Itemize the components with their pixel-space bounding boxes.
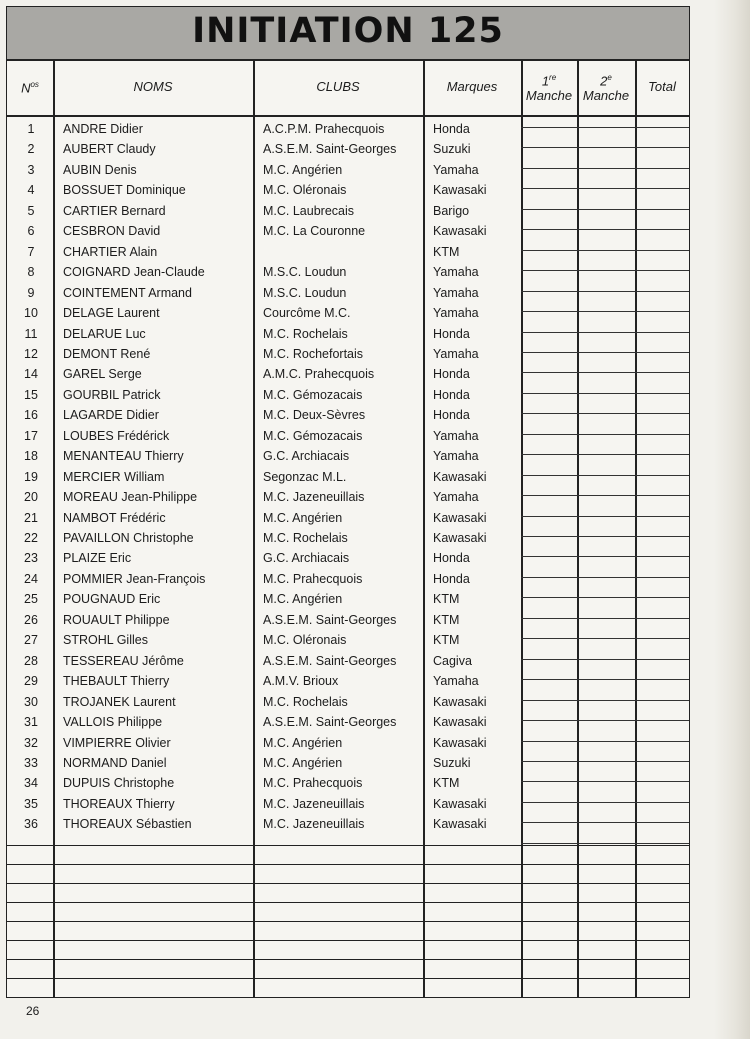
rider-number: 26 (24, 612, 38, 627)
header-marques-label: Marques (446, 79, 498, 94)
rider-brand: Kawasaki (433, 183, 487, 198)
rider-brand: Yamaha (433, 346, 479, 361)
score-row-line (521, 741, 689, 742)
score-row-line (521, 127, 689, 128)
rider-number: 24 (24, 571, 38, 586)
rider-club: M.C. Angérien (263, 592, 343, 607)
rider-number: 36 (24, 817, 38, 832)
rider-name: CHARTIER Alain (63, 244, 158, 259)
rider-number: 8 (27, 265, 35, 280)
rider-name: ROUAULT Philippe (63, 612, 170, 627)
score-row-line (521, 393, 689, 394)
rider-club: G.C. Archiacais (263, 551, 350, 566)
blank-row-line (7, 845, 689, 846)
blank-row-line (7, 883, 689, 884)
header-marques (423, 59, 521, 115)
rider-name: PAVAILLON Christophe (63, 531, 194, 545)
rider-club: M.C. Rochelais (263, 531, 348, 545)
rider-brand: Yamaha (433, 428, 479, 443)
rider-club: A.S.E.M. Saint-Georges (263, 653, 397, 668)
rider-brand: Yamaha (433, 449, 479, 464)
rider-club: M.C. Oléronais (263, 183, 347, 198)
rider-name: THOREAUX Sébastien (63, 817, 192, 832)
rider-number: 25 (24, 592, 38, 607)
rider-name: MOREAU Jean-Philippe (63, 490, 198, 505)
rider-number: 10 (24, 306, 38, 321)
score-row-line (521, 332, 689, 333)
score-row-line (521, 434, 689, 435)
rider-club: M.C. Angérien (263, 162, 343, 177)
rider-number: 7 (27, 244, 35, 259)
rider-number: 22 (24, 531, 38, 545)
rider-club: M.C. Angérien (263, 510, 343, 525)
rider-club: M.C. Angérien (263, 735, 343, 750)
rider-brand: Kawasaki (433, 817, 487, 832)
rider-name: GOURBIL Patrick (63, 387, 161, 402)
score-row-line (521, 597, 689, 598)
rider-brand: Yamaha (433, 162, 479, 177)
score-row-line (521, 209, 689, 210)
rider-name: DELARUE Luc (63, 326, 146, 341)
blank-row-line (7, 921, 689, 922)
rider-name: BOSSUET Dominique (63, 183, 186, 198)
page-number: 26 (26, 1004, 40, 1018)
rider-brand: Kawasaki (433, 510, 487, 525)
rider-number: 14 (24, 367, 38, 382)
score-row-line (521, 495, 689, 496)
rider-name: TROJANEK Laurent (63, 694, 176, 709)
rider-brand: Honda (433, 408, 470, 423)
rider-brand: Kawasaki (433, 715, 487, 730)
rider-number: 28 (24, 653, 38, 668)
rider-number: 33 (24, 755, 38, 770)
column-divider (577, 59, 579, 997)
rider-name: LOUBES Frédérick (63, 428, 170, 443)
rider-brand: KTM (433, 633, 460, 648)
rider-name: THOREAUX Thierry (63, 796, 175, 811)
rider-name: CESBRON David (63, 224, 161, 239)
rider-club: A.S.E.M. Saint-Georges (263, 142, 397, 157)
rider-brand: KTM (433, 592, 460, 607)
header-clubs-label: CLUBS (316, 79, 360, 94)
column-divider (423, 59, 425, 997)
header-nos-label: $N^{os}$ (21, 80, 39, 96)
score-row-line (521, 700, 689, 701)
rider-club: A.M.V. Brioux (263, 674, 339, 689)
score-row-line (521, 516, 689, 517)
rider-brand: Kawasaki (433, 469, 487, 484)
rider-brand: Honda (433, 551, 470, 566)
rider-club: M.C. Rochelais (263, 326, 348, 341)
rider-name: COINTEMENT Armand (63, 285, 192, 300)
score-row-line (521, 659, 689, 660)
score-row-line (521, 802, 689, 803)
rider-number: 20 (24, 490, 38, 505)
rider-brand: Yamaha (433, 285, 479, 300)
rider-number: 11 (24, 326, 38, 341)
rider-brand: Kawasaki (433, 224, 487, 239)
rider-club: M.C. Gémozacais (263, 387, 363, 402)
rider-brand: Kawasaki (433, 796, 487, 811)
rider-club: M.C. Oléronais (263, 633, 347, 648)
rider-number: 6 (27, 224, 35, 239)
rider-brand: Suzuki (433, 142, 471, 157)
rider-name: DEMONT René (63, 346, 151, 361)
rider-club: M.C. La Couronne (263, 224, 366, 239)
rider-brand: Honda (433, 122, 470, 136)
blank-row-line (7, 864, 689, 865)
header-total-label: Total (648, 79, 676, 94)
score-row-line (521, 372, 689, 373)
rider-name: THEBAULT Thierry (63, 674, 170, 689)
rider-club: A.S.E.M. Saint-Georges (263, 612, 397, 627)
score-row-line (521, 250, 689, 251)
rider-number: 35 (24, 796, 38, 811)
rider-brand: Honda (433, 326, 470, 341)
header-noms-label: NOMS (133, 79, 173, 94)
rider-number: 16 (24, 408, 38, 423)
column-divider (635, 59, 637, 997)
rider-name: DELAGE Laurent (63, 306, 160, 321)
rider-number: 32 (24, 735, 38, 750)
rider-club: M.C. Laubrecais (263, 203, 355, 218)
score-row-line (521, 454, 689, 455)
rider-name: VALLOIS Philippe (63, 715, 163, 730)
rider-brand: Yamaha (433, 306, 479, 321)
blank-row-line (7, 959, 689, 960)
score-row-line (521, 413, 689, 414)
rider-name: STROHL Gilles (63, 633, 148, 648)
rider-number: 12 (24, 346, 38, 361)
header-nos (7, 59, 53, 115)
rider-brand: KTM (433, 244, 460, 259)
score-row-line (521, 291, 689, 292)
rider-club: Segonzac M.L. (263, 469, 347, 484)
rider-club: M.C. Prahecquois (263, 571, 363, 586)
rider-number: 9 (27, 285, 35, 300)
rider-brand: Honda (433, 367, 470, 382)
rider-name: PLAIZE Eric (63, 551, 132, 566)
rider-club: M.C. Prahecquois (263, 776, 363, 791)
rider-number: 15 (24, 387, 38, 402)
rider-number: 5 (27, 203, 35, 218)
rider-brand: Yamaha (433, 265, 479, 280)
score-row-line (521, 475, 689, 476)
rider-name: AUBERT Claudy (63, 142, 156, 157)
rider-name: MENANTEAU Thierry (63, 449, 184, 464)
score-row-line (521, 536, 689, 537)
rider-brand: Yamaha (433, 490, 479, 505)
rider-number: 27 (24, 633, 38, 648)
rider-name: POUGNAUD Eric (63, 592, 161, 607)
rider-number: 3 (27, 162, 35, 177)
rider-name: GAREL Serge (63, 367, 142, 382)
column-divider (521, 59, 523, 997)
rider-brand: Kawasaki (433, 694, 487, 709)
header-clubs (253, 59, 423, 115)
rider-number: 18 (24, 449, 38, 464)
score-row-line (521, 147, 689, 148)
rider-brand: KTM (433, 612, 460, 627)
rider-number: 19 (24, 469, 38, 484)
rider-name: VIMPIERRE Olivier (63, 735, 171, 750)
rider-number: 1 (27, 122, 35, 136)
rider-number: 2 (27, 142, 35, 157)
score-row-line (521, 556, 689, 557)
rider-club: M.C. Jazeneuillais (263, 817, 365, 832)
rider-brand: Honda (433, 387, 470, 402)
column-divider (53, 59, 55, 997)
rider-brand: Kawasaki (433, 735, 487, 750)
rider-brand: Kawasaki (433, 531, 487, 545)
score-row-line (521, 311, 689, 312)
header-manche-2 (577, 59, 635, 115)
score-row-line (521, 720, 689, 721)
score-row-line (521, 618, 689, 619)
rider-club: Courcôme M.C. (263, 306, 351, 321)
blank-row-line (7, 940, 689, 941)
rider-club: M.C. Angérien (263, 755, 343, 770)
rider-name: ANDRE Didier (63, 122, 143, 136)
rider-name: AUBIN Denis (63, 162, 137, 177)
header-manche-1-label: 1re Manche (525, 73, 573, 103)
score-row-line (521, 638, 689, 639)
blank-row-line (7, 902, 689, 903)
score-row-line (521, 188, 689, 189)
rider-name: MERCIER William (63, 469, 165, 484)
rider-brand: Barigo (433, 203, 470, 218)
rider-number: 4 (27, 183, 35, 198)
score-row-line (521, 843, 689, 844)
rider-name: NAMBOT Frédéric (63, 510, 166, 525)
rider-number: 29 (24, 674, 38, 689)
page-edge (714, 0, 750, 1039)
header-noms (53, 59, 253, 115)
rider-club: M.S.C. Loudun (263, 285, 347, 300)
rider-club: M.C. Gémozacais (263, 428, 363, 443)
rider-brand: Yamaha (433, 674, 479, 689)
rider-name: DUPUIS Christophe (63, 776, 175, 791)
rider-number: 30 (24, 694, 38, 709)
score-row-line (521, 577, 689, 578)
score-row-line (521, 352, 689, 353)
column-divider (253, 59, 255, 997)
rider-brand: Suzuki (433, 755, 471, 770)
header-total (635, 59, 689, 115)
score-row-line (521, 168, 689, 169)
rider-club: M.C. Jazeneuillais (263, 490, 365, 505)
score-row-line (521, 781, 689, 782)
rider-club: A.S.E.M. Saint-Georges (263, 715, 397, 730)
rider-number: 17 (24, 428, 38, 443)
blank-row-line (7, 978, 689, 979)
rider-number: 34 (24, 776, 38, 791)
rider-name: COIGNARD Jean-Claude (63, 265, 205, 280)
rider-brand: Cagiva (433, 653, 472, 668)
header-divider (7, 115, 689, 117)
rider-brand: KTM (433, 776, 460, 791)
rider-name: POMMIER Jean-François (63, 571, 206, 586)
rider-club: M.C. Rochelais (263, 694, 348, 709)
results-sheet (6, 6, 690, 998)
rider-club: M.C. Jazeneuillais (263, 796, 365, 811)
rider-number: 23 (24, 551, 38, 566)
rider-club: A.M.C. Prahecquois (263, 367, 375, 382)
rider-club: A.C.P.M. Prahecquois (263, 122, 385, 136)
rider-name: CARTIER Bernard (63, 203, 166, 218)
header-manche-2-label: 2e Manche (582, 73, 630, 103)
score-row-line (521, 229, 689, 230)
score-row-line (521, 270, 689, 271)
score-row-line (521, 822, 689, 823)
rider-club: M.C. Rochefortais (263, 346, 364, 361)
rider-club: G.C. Archiacais (263, 449, 350, 464)
page-title: INITIATION 125 (192, 11, 504, 51)
title-bar (7, 7, 689, 61)
score-row-line (521, 761, 689, 762)
rider-name: TESSEREAU Jérôme (63, 653, 184, 668)
rider-club: M.C. Deux-Sèvres (263, 408, 366, 423)
rider-name: LAGARDE Didier (63, 408, 159, 423)
score-row-line (521, 679, 689, 680)
rider-name: NORMAND Daniel (63, 755, 167, 770)
rider-club: M.S.C. Loudun (263, 265, 347, 280)
rider-number: 21 (24, 510, 38, 525)
rider-number: 31 (24, 715, 38, 730)
rider-brand: Honda (433, 571, 470, 586)
header-manche-1 (521, 59, 577, 115)
